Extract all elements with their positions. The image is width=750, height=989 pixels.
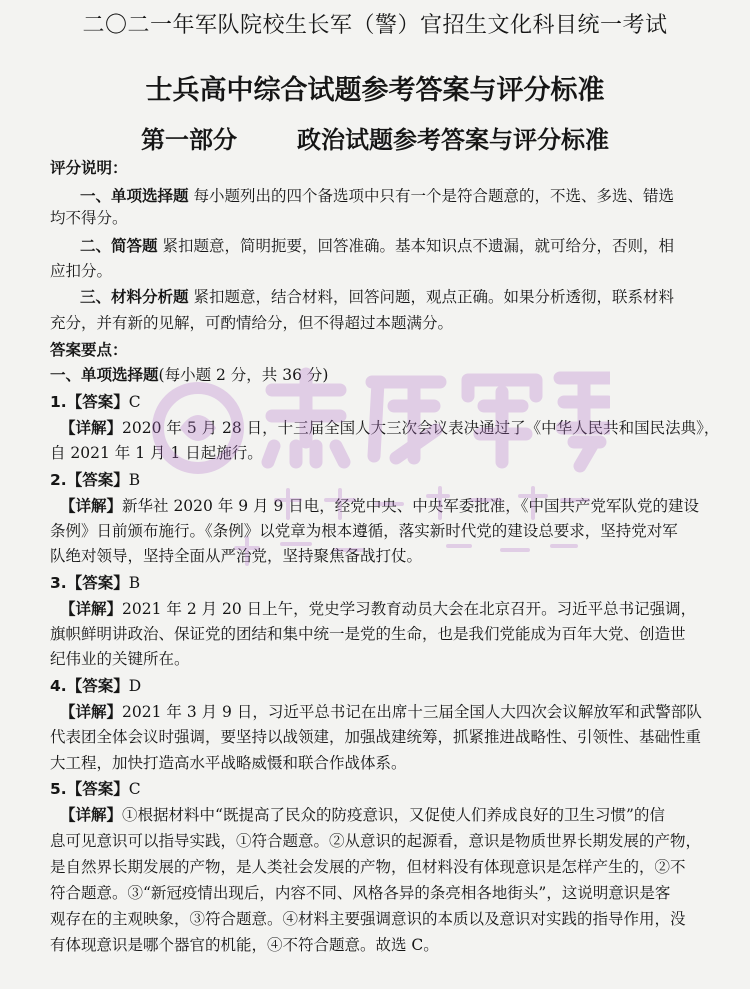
answer-tag: 【答案】 [66, 471, 129, 489]
detail-continuation: 旗帜鲜明讲政治、保证党的团结和集中统一是党的生命，也是我们党能成为百年大党、创造世 [50, 625, 686, 643]
answer-line [50, 470, 140, 490]
answer-line [50, 573, 140, 593]
answers-heading: 答案要点： [50, 341, 128, 359]
answer-choice: B [128, 574, 141, 592]
detail-continuation: 条例》日前颁布施行。《条例》以党章为根本遵循，落实新时代党的建设总要求，坚持党对军 [50, 522, 678, 540]
scoring-item-1 [80, 186, 674, 206]
scoring-item-2 [80, 236, 674, 256]
detail-continuation: 有体现意识是哪个器官的机能，④不符合题意。故选 C。 [50, 936, 439, 954]
detail-text: 2020 年 5 月 28 日，十三届全国人大三次会议表决通过了《中华人民共和国民法典》， [122, 419, 720, 437]
exam-title: 二〇二一年军队院校生长军（警）官招生文化科目统一考试 [82, 13, 668, 38]
answer-line [50, 676, 141, 696]
scoring-item-label: 二、简答题 [80, 237, 158, 255]
scoring-item-continuation: 应扣分。 [50, 262, 113, 280]
detail-continuation: 代表团全体会议时强调，要坚持以战领建，加强战建统筹，抓紧推进战略性、引领性、基础性重 [50, 728, 702, 746]
detail-line [60, 805, 665, 825]
scoring-item-label: 一、单项选择题 [80, 187, 189, 205]
answer-tag: 【答案】 [66, 393, 129, 411]
question-number: 4. [50, 677, 67, 695]
part-heading [0, 120, 750, 155]
detail-continuation: 队绝对领导，坚持全面从严治党，坚持聚焦备战打仗。 [50, 547, 423, 565]
detail-line [60, 418, 719, 438]
detail-line [60, 702, 702, 722]
scoring-heading: 评分说明： [50, 159, 128, 177]
detail-continuation: 是自然界长期发展的产物，是人类社会发展的产物，但材料没有体现意识是怎样产生的，②不 [50, 858, 686, 876]
part-title: 政治试题参考答案与评分标准 [297, 126, 609, 154]
answer-choice: C [128, 393, 141, 411]
detail-continuation: 符合题意。③“新冠疫情出现后，内容不同、风格各异的条亮相各地街头”，这说明意识是客 [50, 884, 671, 902]
answer-choice: D [128, 677, 142, 695]
answer-tag: 【答案】 [66, 780, 129, 798]
detail-continuation: 纪伟业的关键所在。 [50, 650, 190, 668]
answer-line [50, 779, 141, 799]
document-subtitle: 士兵高中综合试题参考答案与评分标准 [145, 75, 605, 106]
detail-text: ①根据材料中“既提高了民众的防疫意识，又促使人们养成良好的卫生习惯”的信 [122, 806, 665, 824]
scoring-item-text: 每小题列出的四个备选项中只有一个是符合题意的，不选、多选、错选 [193, 187, 674, 205]
detail-tag: 【详解】 [60, 419, 123, 437]
detail-tag: 【详解】 [60, 703, 123, 721]
scoring-item-label: 三、材料分析题 [80, 288, 189, 306]
answer-tag: 【答案】 [66, 677, 129, 695]
detail-line [60, 496, 699, 516]
scoring-item-continuation: 均不得分。 [50, 209, 128, 227]
answer-line [50, 392, 141, 412]
question-number: 3. [50, 574, 67, 592]
scoring-item-text: 紧扣题意，简明扼要，回答准确。基本知识点不遗漏，就可给分，否则，相 [162, 237, 674, 255]
detail-text: 2021 年 2 月 20 日上午，党史学习教育动员大会在北京召开。习近平总书记强调， [122, 600, 697, 618]
section-title: 一、单项选择题 [50, 366, 159, 384]
scoring-item-3 [80, 287, 674, 307]
detail-tag: 【详解】 [60, 497, 123, 515]
detail-continuation: 自 2021 年 1 月 1 日起施行。 [50, 444, 263, 462]
question-number: 1. [50, 393, 67, 411]
detail-line [60, 599, 696, 619]
answer-choice: B [128, 471, 141, 489]
scoring-item-continuation: 充分，并有新的见解，可酌情给分，但不得超过本题满分。 [50, 314, 454, 332]
scoring-item-text: 紧扣题意，结合材料，回答问题，观点正确。如果分析透彻，联系材料 [193, 288, 674, 306]
question-number: 2. [50, 471, 67, 489]
detail-tag: 【详解】 [60, 600, 123, 618]
detail-continuation: 息可见意识可以指导实践，①符合题意。②从意识的起源看，意识是物质世界长期发展的产物， [50, 832, 702, 850]
question-number: 5. [50, 780, 67, 798]
detail-continuation: 大工程，加快打造高水平战略威慑和联合作战体系。 [50, 754, 407, 772]
answer-tag: 【答案】 [66, 574, 129, 592]
detail-text: 新华社 2020 年 9 月 9 日电，经党中央、中央军委批准，《中国共产党军队党的建设 [122, 497, 699, 515]
detail-continuation: 观存在的主观映象，③符合题意。④材料主要强调意识的本质以及意识对实践的指导作用，没 [50, 910, 686, 928]
answer-choice: C [128, 780, 141, 798]
detail-tag: 【详解】 [60, 806, 123, 824]
detail-text: 2021 年 3 月 9 日，习近平总书记在出席十三届全国人大四次会议解放军和武警部队 [122, 703, 702, 721]
section-heading [50, 365, 328, 385]
part-label: 第一部分 [141, 126, 237, 154]
section-note: (每小题 2 分，共 36 分) [158, 366, 329, 384]
